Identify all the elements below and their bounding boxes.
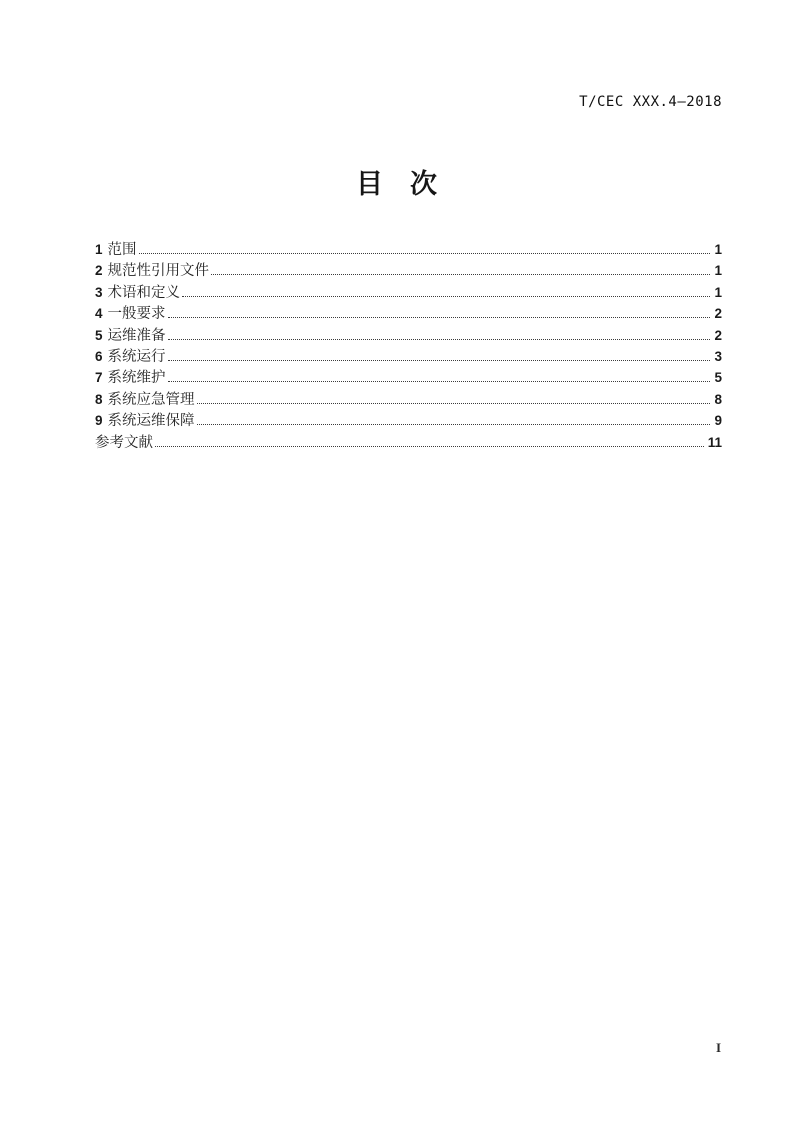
toc-entry[interactable] xyxy=(95,282,722,303)
toc-entry-page: 2 xyxy=(714,327,722,343)
toc-title: 目 次 xyxy=(356,169,437,199)
toc-entry-number: 5 xyxy=(95,327,103,343)
toc-entry-label: 系统应急管理 xyxy=(107,391,195,408)
toc-entry-number: 4 xyxy=(95,306,103,322)
toc-entry-label: 系统运行 xyxy=(107,348,166,365)
toc-entry-number: 9 xyxy=(95,413,103,429)
toc-entry-page: 8 xyxy=(714,391,722,407)
toc-entry[interactable] xyxy=(95,325,722,346)
toc-leader-dots xyxy=(168,360,711,361)
toc-entry-label: 规范性引用文件 xyxy=(107,263,210,280)
toc-entry[interactable] xyxy=(95,389,722,410)
toc-entry-label: 术语和定义 xyxy=(107,284,181,301)
toc-list xyxy=(95,239,722,453)
toc-leader-dots xyxy=(139,253,711,254)
toc-entry-number: 3 xyxy=(95,284,103,300)
toc-entry-page: 5 xyxy=(714,370,722,386)
toc-leader-dots xyxy=(155,446,704,447)
toc-entry[interactable] xyxy=(95,410,722,431)
toc-entry[interactable] xyxy=(95,260,722,281)
toc-entry-page: 1 xyxy=(714,242,722,257)
toc-entry-label: 系统维护 xyxy=(107,370,166,387)
toc-leader-dots xyxy=(168,381,711,382)
toc-entry-page: 11 xyxy=(707,434,722,450)
toc-entry[interactable] xyxy=(95,346,722,367)
toc-entry-label: 范围 xyxy=(107,242,137,258)
toc-leader-dots xyxy=(211,274,710,275)
toc-leader-dots xyxy=(197,424,711,425)
toc-leader-dots xyxy=(182,296,710,297)
toc-leader-dots xyxy=(168,317,711,318)
toc-entry[interactable] xyxy=(95,303,722,324)
toc-entry-number: 1 xyxy=(95,242,103,257)
toc-entry-page: 1 xyxy=(714,263,722,279)
toc-entry-label: 参考文献 xyxy=(95,434,153,451)
toc-entry-label: 运维准备 xyxy=(107,327,166,344)
toc-entry-number: 8 xyxy=(95,391,103,407)
toc-entry-page: 2 xyxy=(714,306,722,322)
toc-entry-page: 1 xyxy=(714,284,722,300)
toc-entry-page: 3 xyxy=(714,348,722,364)
toc-entry[interactable] xyxy=(95,367,722,388)
toc-entry-label: 系统运维保障 xyxy=(107,413,195,430)
toc-entry-number: 6 xyxy=(95,348,103,364)
standard-number: T/CEC XXX.4—2018 xyxy=(579,94,722,110)
toc-entry-number: 7 xyxy=(95,370,103,386)
toc-entry[interactable] xyxy=(95,432,722,453)
toc-entry[interactable] xyxy=(95,239,722,260)
toc-entry-label: 一般要求 xyxy=(107,306,166,323)
toc-leader-dots xyxy=(197,403,711,404)
toc-entry-page: 9 xyxy=(714,413,722,429)
toc-leader-dots xyxy=(168,339,711,340)
page-number-footer: I xyxy=(715,1040,721,1055)
toc-entry-number: 2 xyxy=(95,263,103,279)
